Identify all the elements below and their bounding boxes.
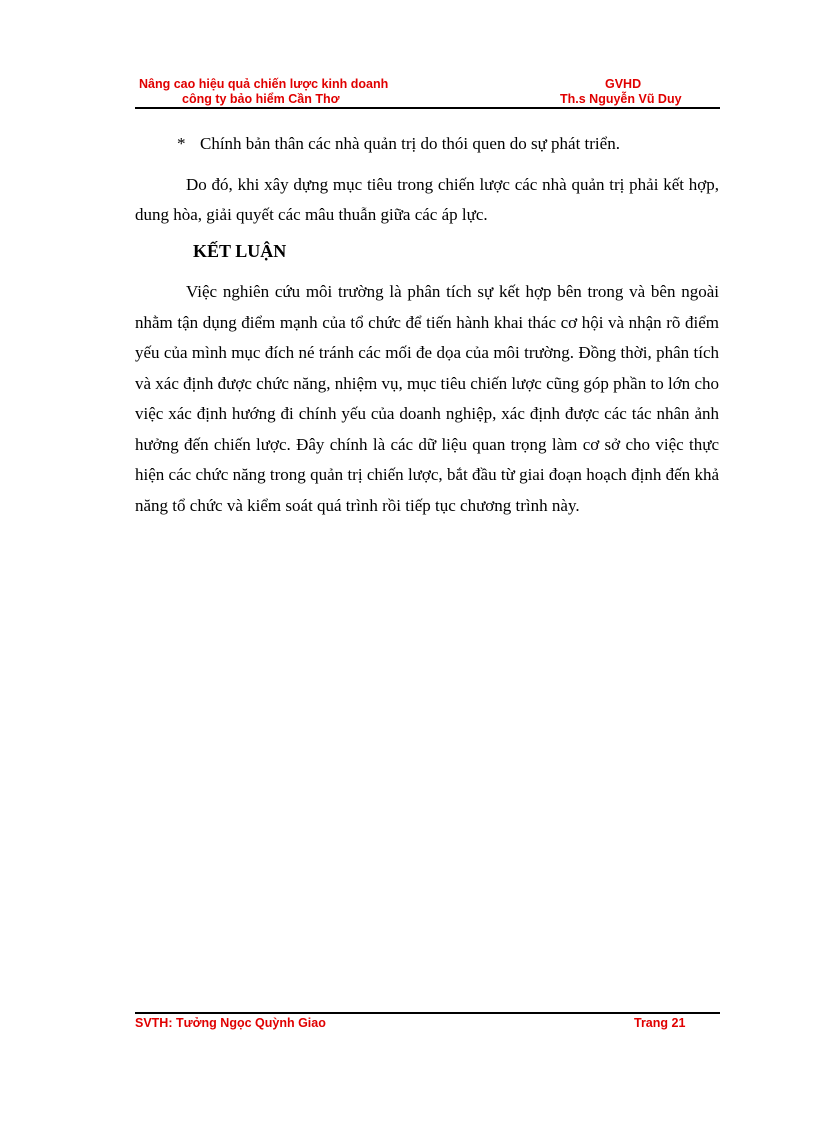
- footer-divider: [135, 1012, 720, 1014]
- header-advisor-label: GVHD: [605, 77, 642, 91]
- paragraph-1: Do đó, khi xây dựng mục tiêu trong chiến lược các nhà quản trị phải kết hợp, dung hòa, giải quyết các mâu thuẫn giữa các áp lực.: [135, 175, 719, 224]
- header-title-line1: Nâng cao hiệu quả chiến lược kinh doanh: [139, 77, 389, 91]
- bullet-marker: *: [177, 134, 186, 153]
- section-heading: KẾT LUẬN: [193, 241, 287, 261]
- header-advisor-name: Th.s Nguyễn Vũ Duy: [560, 92, 682, 106]
- header-title-line2: công ty bảo hiểm Cần Thơ: [182, 92, 340, 106]
- footer-student: SVTH: Tưởng Ngọc Quỳnh Giao: [135, 1016, 326, 1030]
- bullet-text: Chính bản thân các nhà quản trị do thói quen do sự phát triển.: [200, 134, 620, 153]
- footer-page-number: Trang 21: [634, 1016, 686, 1030]
- paragraph-2: Việc nghiên cứu môi trường là phân tích sự kết hợp bên trong và bên ngoài nhằm tận dụng điểm mạnh của tổ chức để tiến hành khai thác cơ hội và nhận rõ điểm yếu của mình mục đích né tránh các mối đe dọa của môi trường. Đồng thời, phân tích và xác định được chức năng, nhiệm vụ, mục tiêu chiến lược cũng góp phần to lớn cho việc xác định hướng đi chính yếu của doanh nghiệp, xác định được các tác nhân ảnh hưởng đến chiến lược. Đây chính là các dữ liệu quan trọng làm cơ sở cho việc thực hiện các chức năng trong quản trị chiến lược, bắt đầu từ giai đoạn hoạch định đến khả năng tổ chức và kiểm soát quá trình rồi tiếp tục chương trình này.: [135, 282, 719, 515]
- header-divider: [135, 107, 720, 109]
